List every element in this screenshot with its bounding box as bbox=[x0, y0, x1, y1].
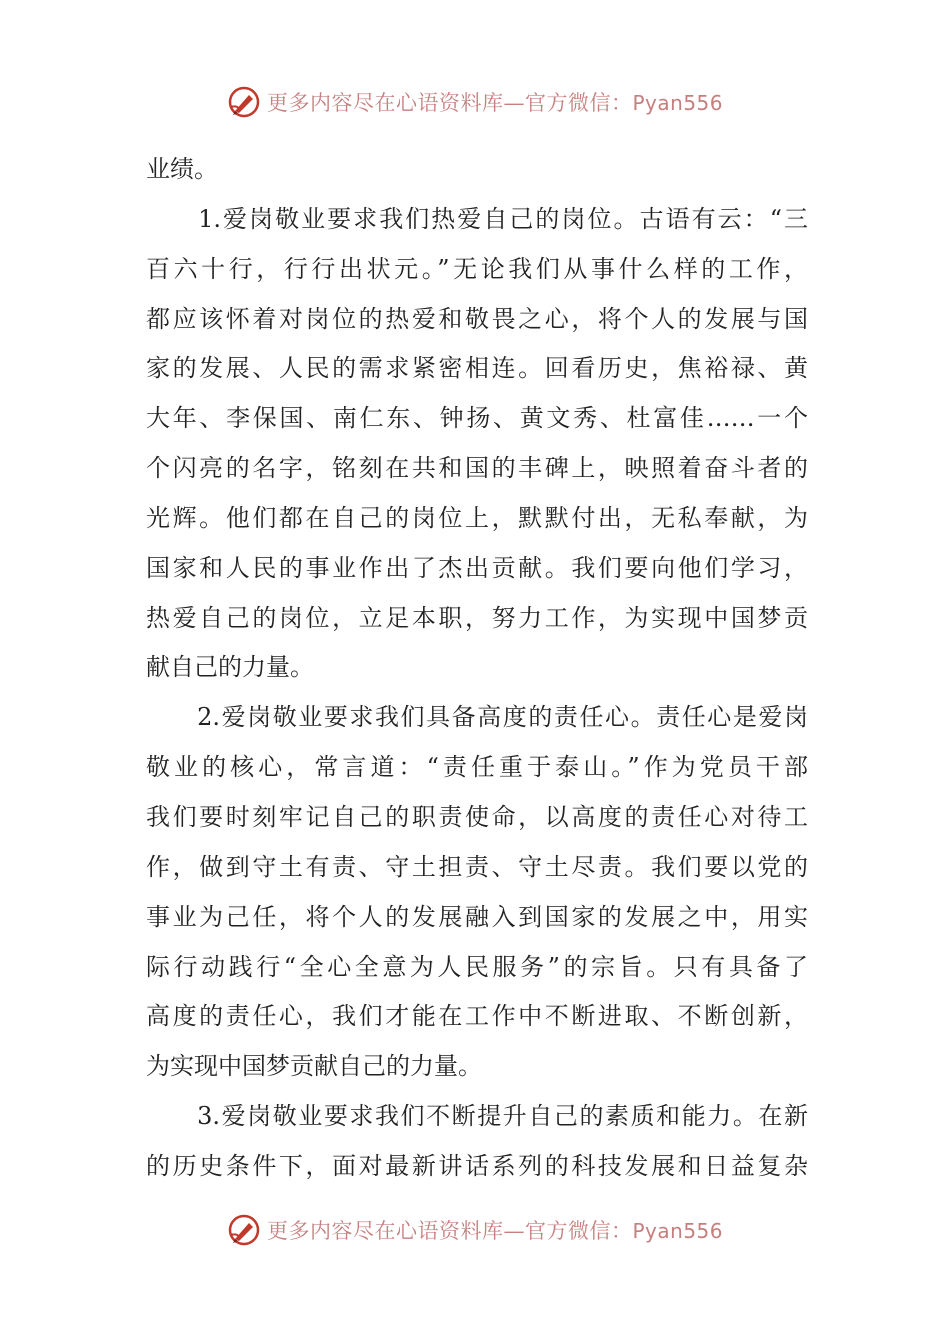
text-line: 高度的责任心，我们才能在工作中不断进取、不断创新， bbox=[146, 1002, 808, 1031]
text-line: 3.爱岗敬业要求我们不断提升自己的素质和能力。在新 bbox=[146, 1102, 808, 1131]
text-line: 敬业的核心，常言道：“责任重于泰山。”作为党员干部 bbox=[146, 753, 808, 782]
text-line: 献自己的力量。 bbox=[146, 653, 314, 682]
text-line: 百六十行，行行出状元。”无论我们从事什么样的工作， bbox=[146, 254, 808, 283]
text-line: 业绩。 bbox=[146, 155, 218, 183]
watermark-text: 更多内容尽在心语资料库—官方微信：Pyan556 bbox=[266, 1219, 723, 1243]
text-line: 事业为己任，将个人的发展融入到国家的发展之中，用实 bbox=[146, 902, 808, 931]
pen-logo-icon bbox=[227, 1213, 261, 1247]
text-line: 国家和人民的事业作出了杰出贡献。我们要向他们学习， bbox=[146, 553, 808, 582]
text-line: 际行动践行“全心全意为人民服务”的宗旨。只有具备了 bbox=[146, 952, 808, 981]
footer-watermark bbox=[0, 1210, 950, 1250]
text-line: 都应该怀着对岗位的热爱和敬畏之心，将个人的发展与国 bbox=[146, 304, 808, 333]
text-line: 光辉。他们都在自己的岗位上，默默付出，无私奉献，为 bbox=[146, 503, 808, 532]
text-line: 1.爱岗敬业要求我们热爱自己的岗位。古语有云：“三 bbox=[146, 204, 808, 233]
watermark-text: 更多内容尽在心语资料库—官方微信：Pyan556 bbox=[266, 91, 723, 115]
text-line: 为实现中国梦贡献自己的力量。 bbox=[146, 1052, 482, 1081]
text-line: 的历史条件下，面对最新讲话系列的科技发展和日益复杂 bbox=[146, 1151, 808, 1180]
text-line: 作，做到守土有责、守土担责、守土尽责。我们要以党的 bbox=[146, 852, 808, 881]
pen-logo-icon bbox=[227, 85, 261, 119]
text-line: 大年、李保国、南仁东、钟扬、黄文秀、杜富佳……一个 bbox=[146, 404, 808, 433]
header-watermark bbox=[0, 82, 950, 122]
text-line: 个闪亮的名字，铭刻在共和国的丰碑上，映照着奋斗者的 bbox=[146, 454, 808, 483]
text-line: 家的发展、人民的需求紧密相连。回看历史，焦裕禄、黄 bbox=[146, 354, 808, 383]
text-line: 我们要时刻牢记自己的职责使命，以高度的责任心对待工 bbox=[146, 802, 808, 831]
document-body bbox=[146, 145, 808, 1192]
text-line: 2.爱岗敬业要求我们具备高度的责任心。责任心是爱岗 bbox=[146, 703, 808, 732]
text-line: 热爱自己的岗位，立足本职，努力工作，为实现中国梦贡 bbox=[146, 603, 808, 632]
